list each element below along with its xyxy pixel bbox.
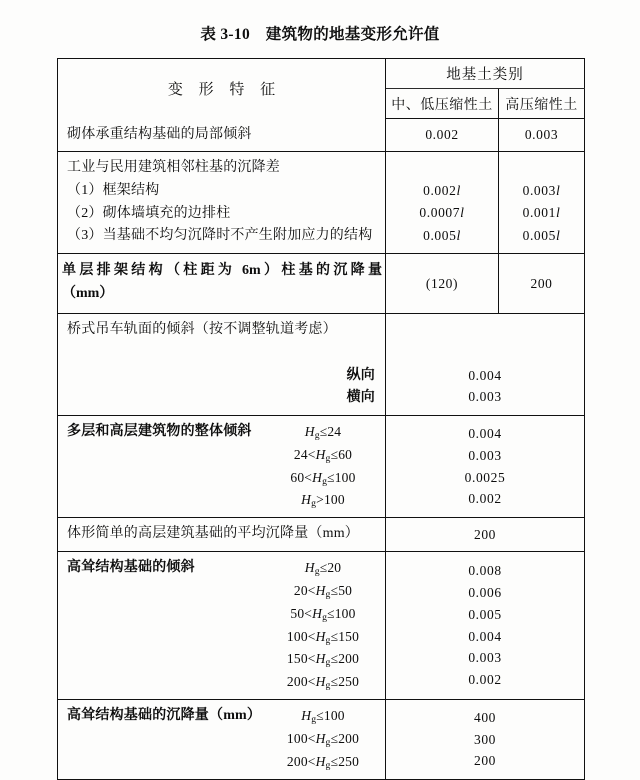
row-label-adjacent-column-settlement <box>58 152 386 254</box>
row-label-single-story-bent-settlement <box>58 253 386 313</box>
table-row <box>58 518 585 552</box>
value-high-no-additional-stress-structure: 0.005l <box>522 227 561 243</box>
group-title-adjacent-settlement: 工业与民用建筑相邻柱基的沉降差 <box>67 160 280 176</box>
condition-settlement-hg-le-100: $H_g\le 100$ <box>301 708 345 726</box>
sub-item-frame-structure: （1）框架结构 <box>67 182 160 198</box>
value-longitudinal: 0.004 <box>468 367 502 383</box>
condition-20-lt-hg-le-50: $20<H_g\le 50$ <box>293 582 353 600</box>
value-spacer <box>386 158 498 180</box>
table-row <box>58 119 585 152</box>
value-24-lt-hg-le-60: 0.003 <box>468 447 502 463</box>
row-label-crane-rail-tilt <box>58 314 386 416</box>
condition-hg-gt-100: $H_g>100$ <box>301 492 345 510</box>
condition-hg-le-20: $H_g\le 20$ <box>304 560 342 578</box>
row-label-multistory-overall-tilt <box>58 415 386 517</box>
value-200-lt-hg-le-250: 0.002 <box>468 672 502 688</box>
value-50-lt-hg-le-100: 0.005 <box>468 606 502 622</box>
condition-100-lt-hg-le-150: $100<H_g\le 150$ <box>286 628 360 646</box>
value-hg-gt-100: 0.002 <box>468 491 502 507</box>
value-settlement-hg-le-100: 400 <box>473 709 497 725</box>
label-spacer <box>67 342 381 365</box>
value-high-masonry-infill-edge-column: 0.001l <box>522 205 561 221</box>
header-soil-group: 地基土类别 <box>386 59 585 89</box>
value-hg-le-24: 0.004 <box>468 425 502 441</box>
value-high-frame-structure: 0.003l <box>522 183 561 198</box>
row-label-tall-structure-tilt <box>58 552 386 700</box>
condition-settlement-100-lt-hg-le-200: $100<H_g\le 200$ <box>286 731 360 749</box>
group-title-crane-rail-tilt: 桥式吊车轨面的倾斜（按不调整轨道考虑） <box>67 322 337 338</box>
group-title-tall-structure-settlement: 高耸结构基础的沉降量（mm） <box>67 708 262 724</box>
value-merged-tall-structure-settlement <box>386 700 585 780</box>
sub-item-masonry-infill-edge-column: （2）砌体墙填充的边排柱 <box>67 205 231 221</box>
value-merged-multistory-overall-tilt <box>386 415 585 517</box>
value-high-group-adjacent-settlement <box>499 152 585 254</box>
value-low-masonry-infill-edge-column: 0.0007l <box>419 205 465 221</box>
group-title-tall-structure-tilt: 高耸结构基础的倾斜 <box>67 560 195 576</box>
condition-hg-le-24: $H_g\le 24$ <box>304 423 342 442</box>
value-150-lt-hg-le-200: 0.003 <box>468 650 502 666</box>
value-settlement-100-lt-hg-le-200: 300 <box>473 731 497 747</box>
value-hg-le-20: 0.008 <box>468 563 502 578</box>
value-low-masonry-local-tilt: 0.002 <box>386 119 499 152</box>
group-title-multistory-overall-tilt: 多层和高层建筑物的整体倾斜 <box>67 423 252 439</box>
table-row <box>58 415 585 517</box>
header-soil-high-compressibility: 高压缩性土 <box>499 89 585 119</box>
value-merged-crane-rail-tilt <box>386 314 585 416</box>
condition-settlement-200-lt-hg-le-250: $200<H_g\le 250$ <box>286 753 360 771</box>
page-title: 表 3-10 建筑物的地基变形允许值 <box>200 26 440 43</box>
value-spacer <box>499 158 584 180</box>
value-settlement-200-lt-hg-le-250: 200 <box>473 753 497 769</box>
value-low-single-story-bent-settlement: (120) <box>386 253 499 313</box>
value-low-no-additional-stress-structure: 0.005l <box>423 227 461 243</box>
deformation-allowance-table <box>57 58 585 780</box>
header-soil-low-compressibility: 中、低压缩性土 <box>386 89 499 119</box>
header-feature: 变 形 特 征 <box>58 59 386 119</box>
table-row <box>58 700 585 780</box>
value-low-group-adjacent-settlement <box>386 152 499 254</box>
sub-item-no-additional-stress-structure: （3）当基础不均匀沉降时不产生附加应力的结构 <box>67 228 373 244</box>
condition-150-lt-hg-le-200: $150<H_g\le 200$ <box>286 651 360 669</box>
value-high-masonry-local-tilt: 0.003 <box>499 119 585 152</box>
condition-24-lt-hg-le-60: $24<H_g\le 60$ <box>293 446 353 464</box>
condition-200-lt-hg-le-250: $200<H_g\le 250$ <box>286 674 360 692</box>
value-high-single-story-bent-settlement: 200 <box>499 253 585 313</box>
value-60-lt-hg-le-100: 0.0025 <box>464 469 506 485</box>
sub-item-transverse: 横向 <box>346 390 375 406</box>
value-20-lt-hg-le-50: 0.006 <box>468 584 502 600</box>
table-row <box>58 253 585 313</box>
row-label-masonry-local-tilt: 砌体承重结构基础的局部倾斜 <box>58 119 386 152</box>
value-low-frame-structure: 0.002l <box>423 183 461 198</box>
row-label-tall-structure-settlement <box>58 700 386 780</box>
value-100-lt-hg-le-150: 0.004 <box>468 628 502 644</box>
sub-item-longitudinal: 纵向 <box>346 367 375 383</box>
value-merged-tall-structure-tilt <box>386 552 585 700</box>
table-row <box>58 552 585 700</box>
value-merged-simple-highrise-average-settlement: 200 <box>386 518 585 552</box>
table-row <box>58 314 585 416</box>
table-row <box>58 152 585 254</box>
condition-60-lt-hg-le-100: $60<H_g\le 100$ <box>290 469 356 487</box>
row-label-simple-highrise-average-settlement: 体形简单的高层建筑基础的平均沉降量（mm） <box>58 518 386 552</box>
row-label-line-2: （mm） <box>62 285 114 301</box>
row-label-line-1: 单层排架结构（柱距为 6m）柱基的沉降量 <box>62 262 382 278</box>
value-spacer <box>386 343 584 365</box>
condition-50-lt-hg-le-100: $50<H_g\le 100$ <box>290 605 356 623</box>
value-transverse: 0.003 <box>468 389 502 405</box>
value-spacer <box>386 321 584 343</box>
table-header-row-top <box>58 59 585 89</box>
